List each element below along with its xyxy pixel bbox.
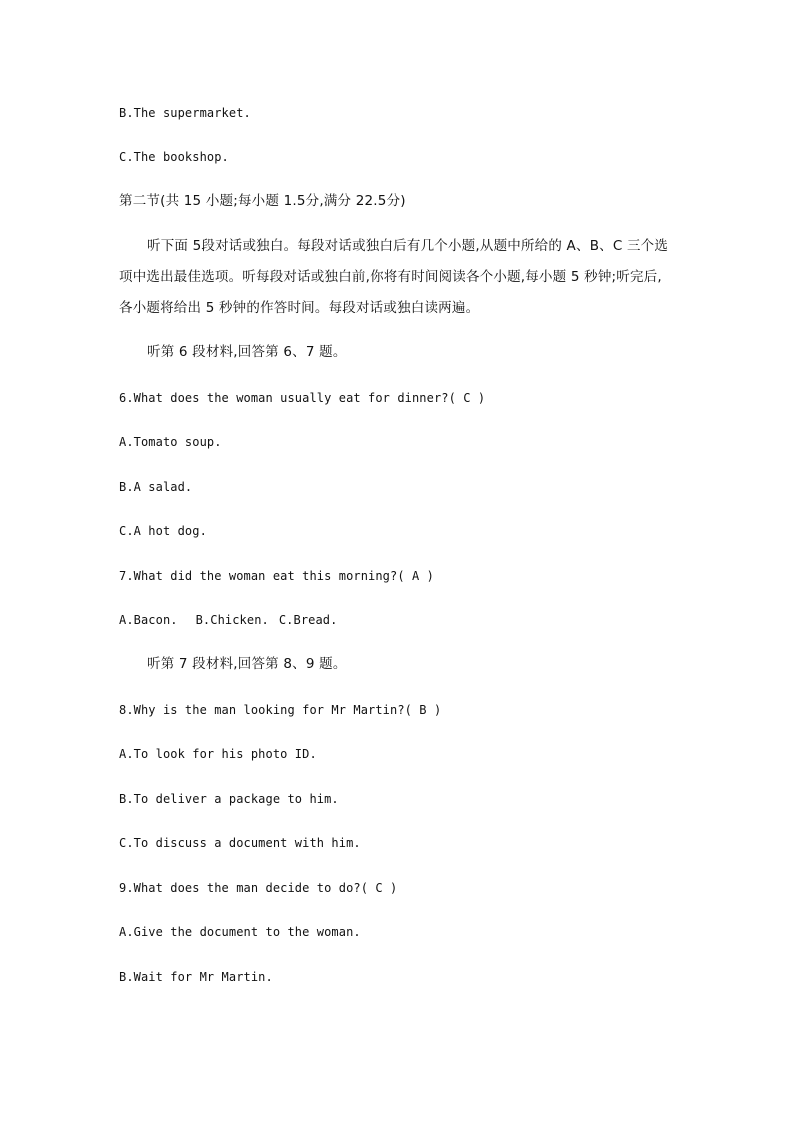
- question-8-option-c: C.To discuss a document with him.: [119, 836, 361, 850]
- instruction-line-2: 项中选出最佳选项。听每段对话或独白前,你将有时间阅读各个小题,每小题 5 秒钟;听完后,: [119, 269, 662, 285]
- question-8-option-a: A.To look for his photo ID.: [119, 747, 317, 761]
- question-6-option-a: A.Tomato soup.: [119, 435, 222, 449]
- question-7-option-b: B.Chicken.: [195, 613, 269, 627]
- material-7-heading: 听第 7 段材料,回答第 8、9 题。: [147, 656, 347, 672]
- question-7-option-a: A.Bacon.: [119, 613, 178, 627]
- question-7-options: [119, 612, 337, 628]
- instruction-line-3: 各小题将给出 5 秒钟的作答时间。每段对话或独白读两遍。: [119, 300, 480, 316]
- instruction-line-1: 听下面 5段对话或独白。每段对话或独白后有几个小题,从题中所给的 A、B、C 三个选: [147, 238, 669, 254]
- question-9: 9.What does the man decide to do?( C ): [119, 881, 398, 895]
- question-6-option-b: B.A salad.: [119, 480, 193, 494]
- material-6-heading: 听第 6 段材料,回答第 6、7 题。: [147, 344, 347, 360]
- section-heading: 第二节(共 15 小题;每小题 1.5分,满分 22.5分): [119, 193, 406, 209]
- option-b-supermarket: B.The supermarket.: [119, 106, 251, 120]
- question-6-option-c: C.A hot dog.: [119, 524, 207, 538]
- question-9-option-a: A.Give the document to the woman.: [119, 925, 361, 939]
- question-7: 7.What did the woman eat this morning?( A ): [119, 569, 434, 583]
- question-7-option-c: C.Bread.: [278, 613, 338, 627]
- option-c-bookshop: C.The bookshop.: [119, 150, 229, 164]
- question-8-option-b: B.To deliver a package to him.: [119, 792, 339, 806]
- question-6: 6.What does the woman usually eat for dinner?( C ): [119, 391, 486, 405]
- question-8: 8.Why is the man looking for Mr Martin?( B ): [119, 703, 442, 717]
- question-9-option-b: B.Wait for Mr Martin.: [119, 970, 273, 984]
